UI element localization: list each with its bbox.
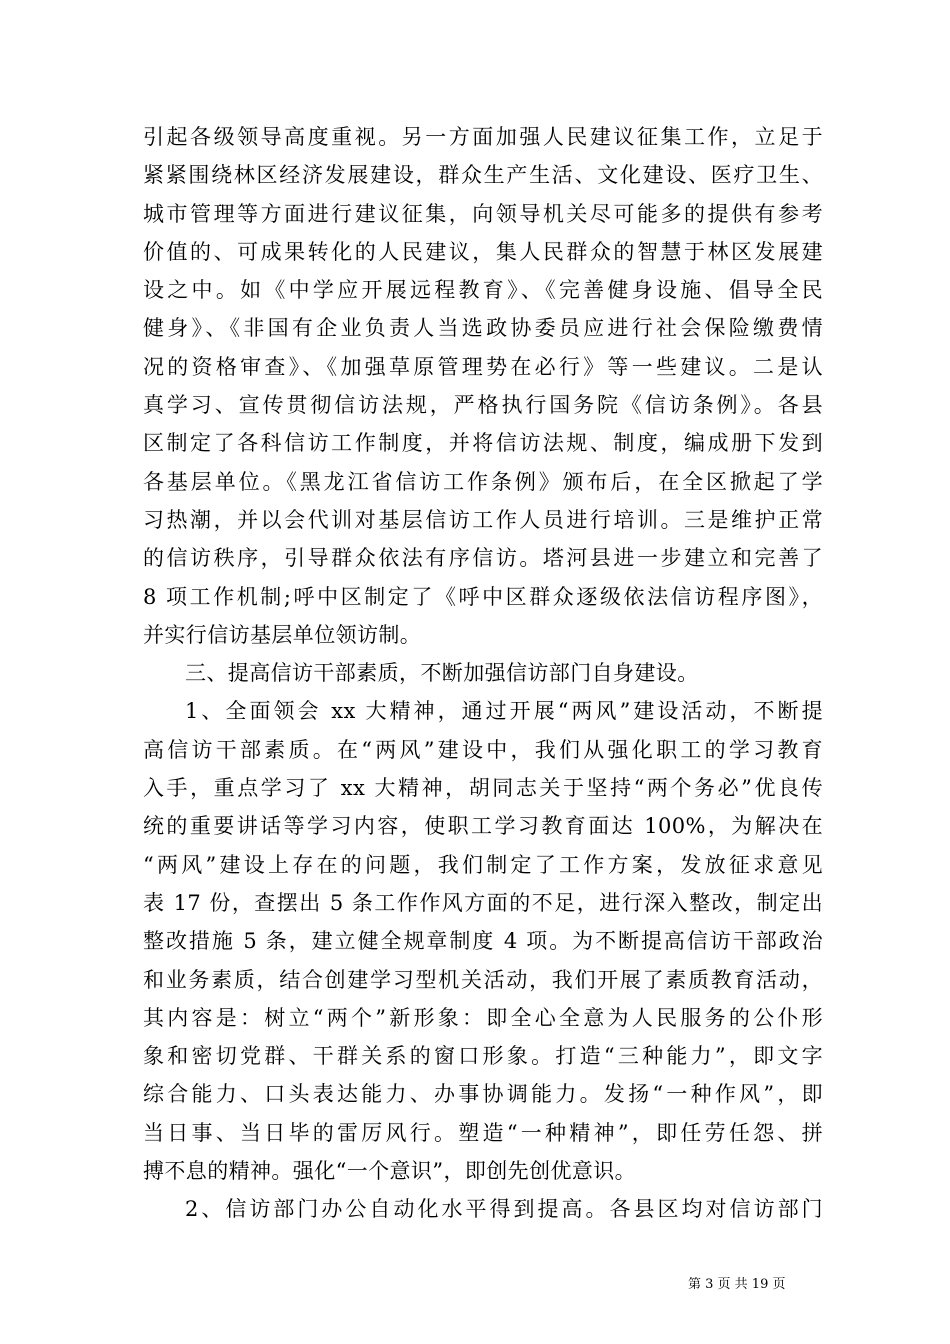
text-line: 价值的、可成果转化的人民建议，集人民群众的智慧于林区发展建 (143, 239, 823, 264)
text-line: 真学习、宣传贯彻信访法规，严格执行国务院《信访条例》。各县 (143, 393, 823, 418)
text-line: 整改措施 5 条，建立健全规章制度 4 项。为不断提高信访干部政治 (143, 929, 823, 954)
text-line: 设之中。如《中学应开展远程教育》、《完善健身设施、倡导全民 (143, 278, 823, 303)
text-line: 城市管理等方面进行建议征集，向领导机关尽可能多的提供有参考 (143, 201, 823, 226)
text-line: 统的重要讲话等学习内容，使职工学习教育面达 100%，为解决在 (143, 814, 823, 839)
text-line: 综合能力、口头表达能力、办事协调能力。发扬“一种作风”，即 (143, 1082, 823, 1107)
text-line: 各基层单位。《黑龙江省信访工作条例》颁布后，在全区掀起了学 (143, 469, 823, 494)
document-body (143, 118, 823, 1229)
text-line: 引起各级领导高度重视。另一方面加强人民建议征集工作，立足于 (143, 125, 823, 149)
section-heading: 三、提高信访干部素质，不断加强信访部门自身建设。 (185, 661, 699, 686)
text-line: 习热潮，并以会代训对基层信访工作人员进行培训。三是维护正常 (143, 507, 823, 532)
text-line: 8 项工作机制;呼中区制定了《呼中区群众逐级依法信访程序图》， (143, 584, 823, 609)
text-line: 和业务素质，结合创建学习型机关活动，我们开展了素质教育活动， (143, 967, 823, 992)
text-line: 区制定了各科信访工作制度，并将信访法规、制度，编成册下发到 (143, 431, 823, 456)
text-line: 高信访干部素质。在“两风”建设中，我们从强化职工的学习教育 (143, 737, 823, 762)
text-line: 紧紧围绕林区经济发展建设，群众生产生活、文化建设、医疗卫生、 (143, 163, 823, 188)
page-number-footer: 第 3 页 共 19 页 (688, 1277, 786, 1292)
text-line: 2、信访部门办公自动化水平得到提高。各县区均对信访部门 (185, 1197, 823, 1222)
text-line: 并实行信访基层单位领访制。 (143, 622, 422, 647)
text-line: 入手，重点学习了 xx 大精神，胡同志关于坚持“两个务必”优良传 (143, 776, 823, 801)
text-line: 健身》、《非国有企业负责人当选政协委员应进行社会保险缴费情 (143, 316, 823, 341)
text-line: 表 17 份，查摆出 5 条工作作风方面的不足，进行深入整改，制定出 (143, 890, 823, 915)
text-line: 1、全面领会 xx 大精神，通过开展“两风”建设活动，不断提 (185, 699, 823, 724)
text-line: “两风”建设上存在的问题，我们制定了工作方案，发放征求意见 (143, 852, 823, 877)
text-line: 象和密切党群、干群关系的窗口形象。打造“三种能力”，即文字 (143, 1044, 823, 1069)
text-line: 的信访秩序，引导群众依法有序信访。塔河县进一步建立和完善了 (143, 546, 823, 571)
text-line: 当日事、当日毕的雷厉风行。塑造“一种精神”，即任劳任怨、拼 (143, 1120, 823, 1145)
text-line: 况的资格审查》、《加强草原管理势在必行》等一些建议。二是认 (143, 354, 823, 379)
text-line: 搏不息的精神。强化“一个意识”，即创先创优意识。 (143, 1159, 637, 1184)
text-line: 其内容是：树立“两个”新形象：即全心全意为人民服务的公仆形 (143, 1005, 823, 1030)
